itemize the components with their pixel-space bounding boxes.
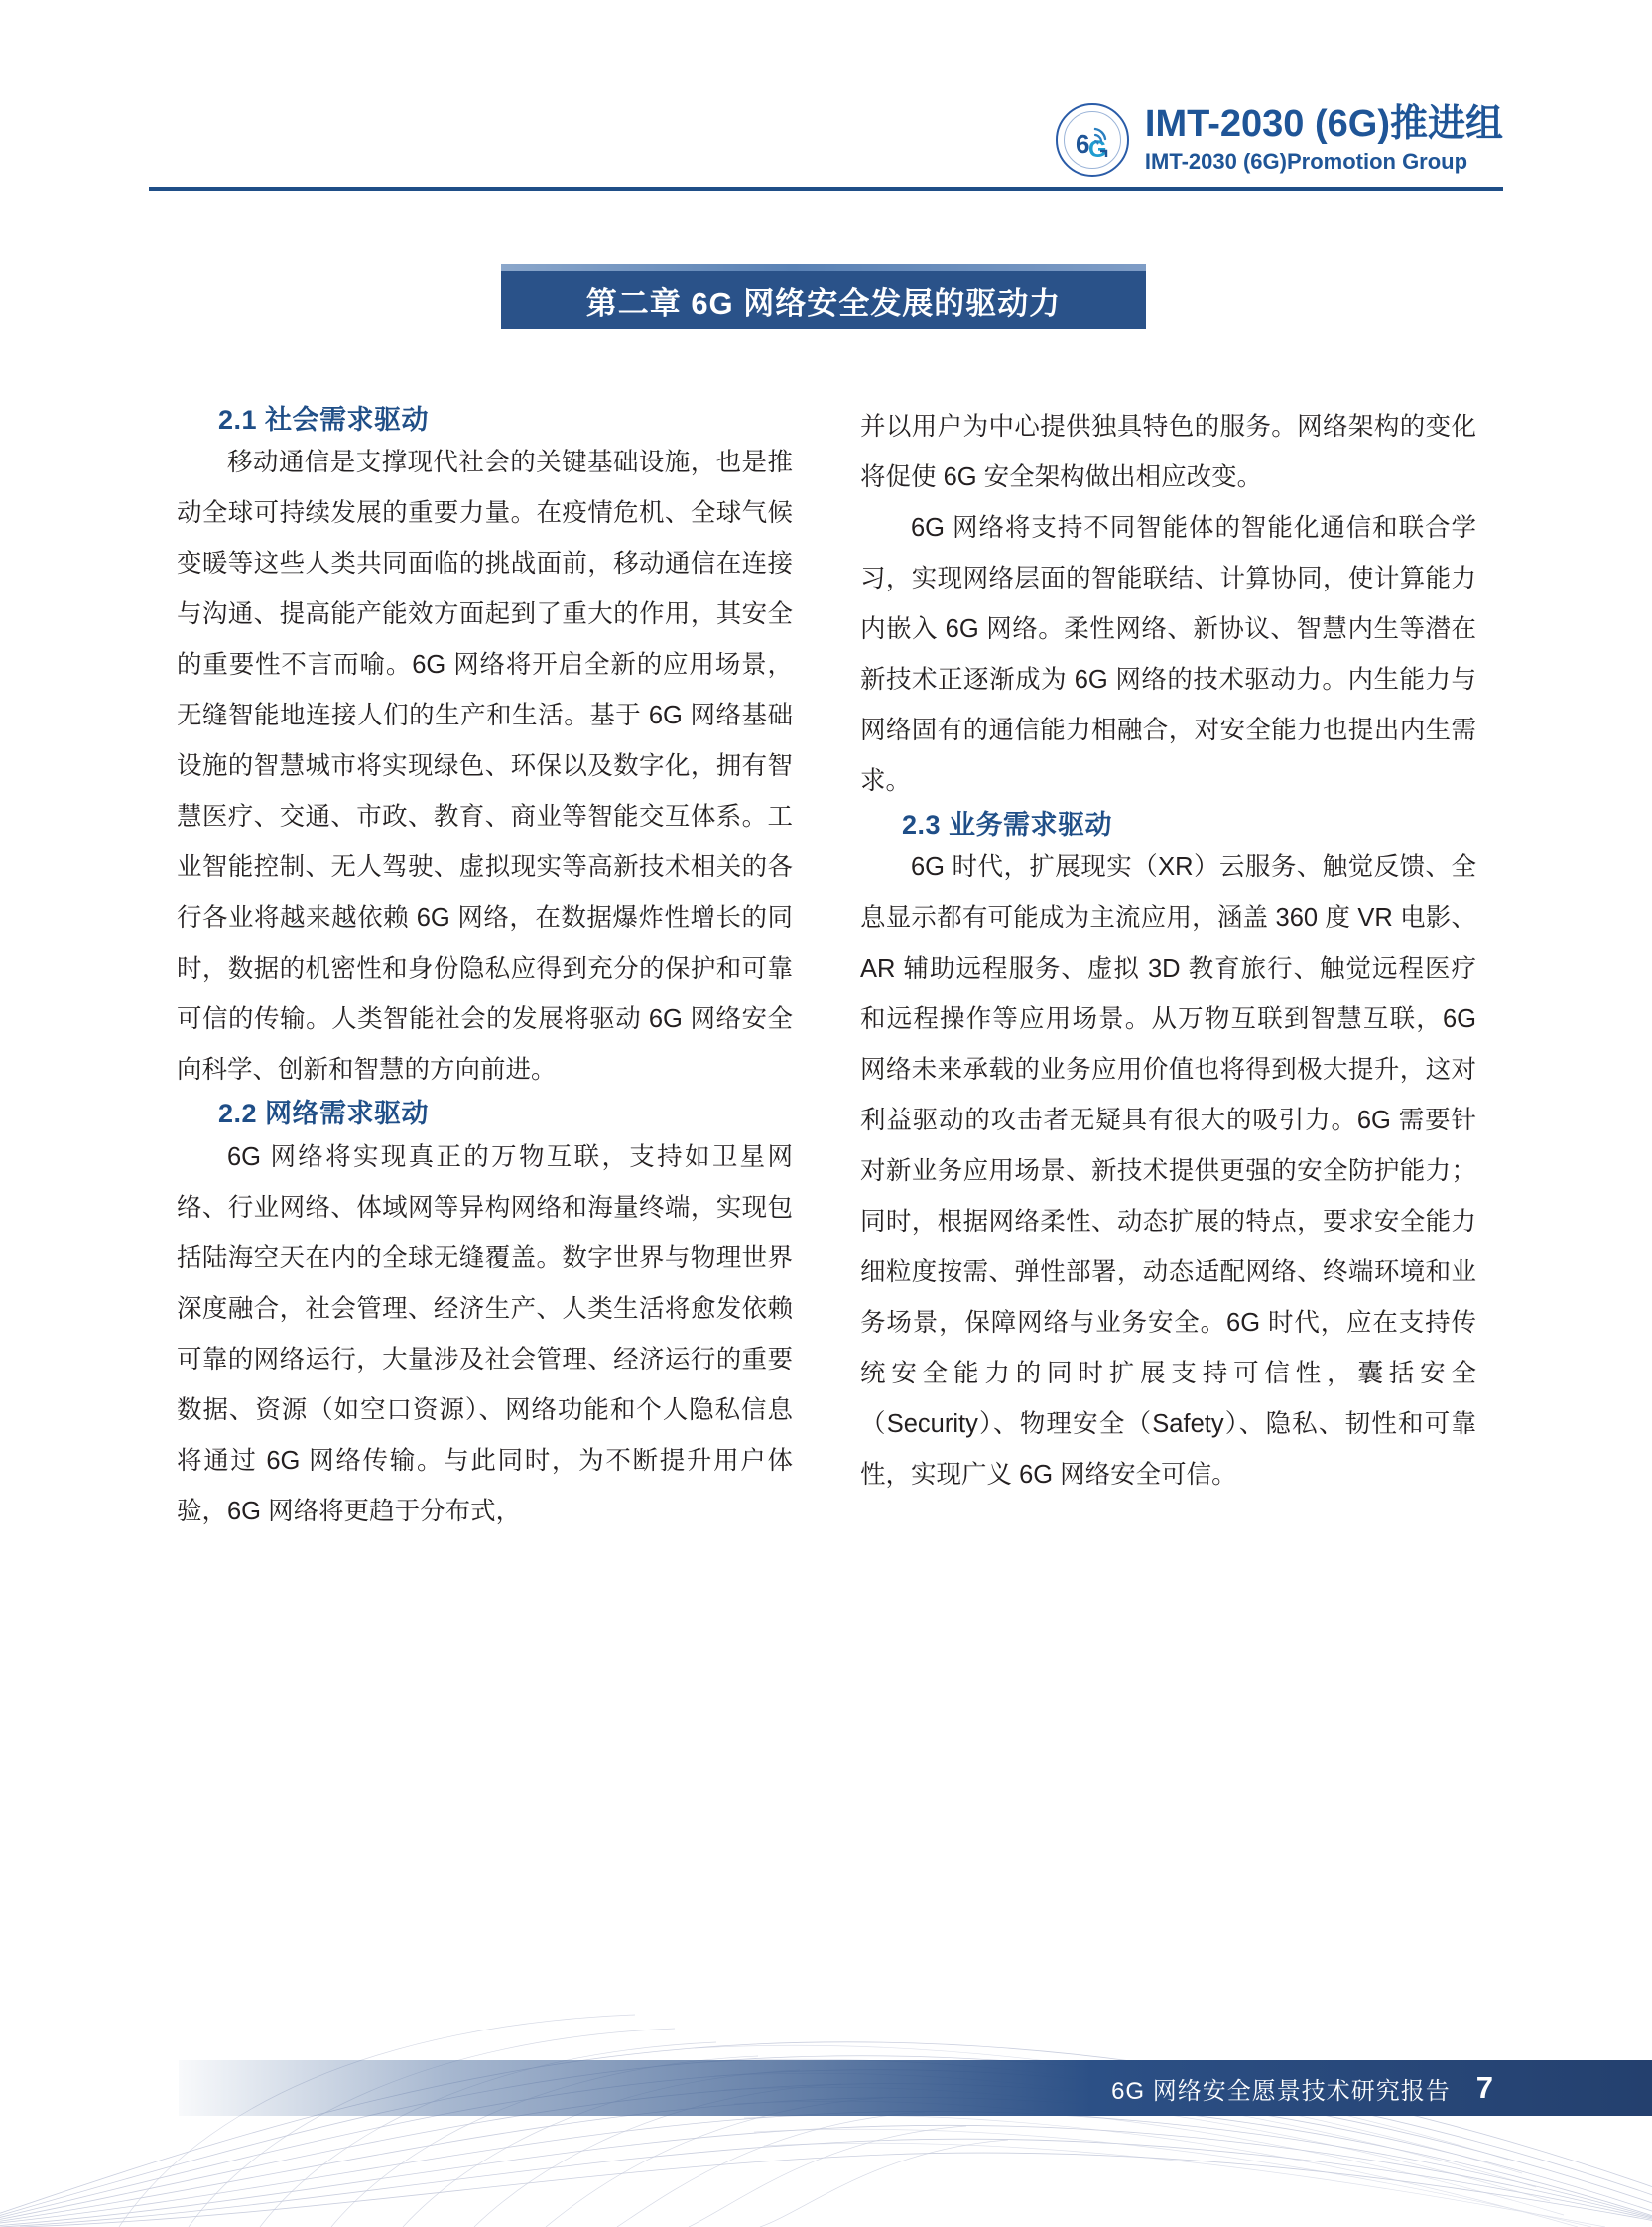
- footer-decoration: [0, 1810, 1652, 2227]
- page-header: [149, 95, 1503, 191]
- body-columns: [177, 402, 1476, 1537]
- logo-glyph-icon: [1056, 103, 1129, 177]
- chapter-banner: [501, 264, 1146, 329]
- logo-subtitle: IMT-2030 (6G)Promotion Group: [1144, 148, 1468, 174]
- paragraph-2-2-1: 6G 网络将实现真正的万物互联，支持如卫星网络、行业网络、体域网等异构网络和海量终端，实现包括陆海空天在内的全球无缝覆盖。数字世界与物理世界深度融合，社会管理、经济生产、人类生活将愈发依赖可靠的网络运行，大量涉及社会管理、经济运行的重要数据、资源（如空口资源）、网络功能和个人隐私信息将通过 6G 网络传输。与此同时，为不断提升用户体验，6G 网络将更趋于分布式，: [177, 1142, 793, 1525]
- 6g-promotion-group-logo-icon: [1056, 103, 1129, 177]
- logo-text-block: [1145, 104, 1503, 177]
- section-heading-2-2: 2.2 网络需求驱动: [218, 1099, 430, 1129]
- paragraph-2-1-1: 移动通信是支撑现代社会的关键基础设施，也是推动全球可持续发展的重要力量。在疫情危机、全球气候变暖等这些人类共同面临的挑战面前，移动通信在连接与沟通、提高能产能效方面起到了重大的作用，其安全的重要性不言而喻。6G 网络将开启全新的应用场景，无缝智能地连接人们的生产和生活。基于 6G 网络基础设施的智慧城市将实现绿色、环保以及数字化，拥有智慧医疗、交通、市政、教育、商业等智能交互体系。工业智能控制、无人驾驶、虚拟现实等高新技术相关的各行各业将越来越依赖 6G 网络，在数据爆炸性增长的同时，数据的机密性和身份隐私应得到充分的保护和可靠可信的传输。人类智能社会的发展将驱动 6G 网络安全向科学、创新和智慧的方向前进。: [177, 449, 793, 1085]
- svg-text:6: 6: [1075, 129, 1090, 159]
- section-heading-2-1: 2.1 社会需求驱动: [218, 405, 430, 435]
- footer-title: 6G 网络安全愿景技术研究报告: [1111, 2077, 1451, 2105]
- paragraph-2-2-2: 6G 网络将支持不同智能体的智能化通信和联合学习，实现网络层面的智能联结、计算协同，使计算能力内嵌入 6G 网络。柔性网络、新协议、智慧内生等潜在新技术正逐渐成为 6G 网络的技术驱动力。内生能力与网络固有的通信能力相融合，对安全能力也提出内生需求。: [860, 514, 1476, 795]
- footer-wave-pattern-icon: [0, 1810, 1652, 2227]
- header-logo-block: [149, 95, 1503, 177]
- svg-text:G: G: [1087, 136, 1107, 163]
- chapter-banner-accent-strip: [501, 264, 1146, 271]
- footer-page-number: 7: [1475, 2070, 1493, 2105]
- paragraph-2-2-1-continued: 并以用户为中心提供独具特色的服务。网络架构的变化将促使 6G 安全架构做出相应改变。: [860, 413, 1476, 491]
- header-divider: [149, 187, 1503, 191]
- paragraph-2-3-1: 6G 时代，扩展现实（XR）云服务、触觉反馈、全息显示都有可能成为主流应用，涵盖 360 度 VR 电影、AR 辅助远程服务、虚拟 3D 教育旅行、触觉远程医疗和远程操作等应用场景。从万物互联到智慧互联，6G 网络未来承载的业务应用价值也将得到极大提升，这对利益驱动的攻击者无疑具有很大的吸引力。6G 需要针对新业务应用场景、新技术提供更强的安全防护能力；同时，根据网络柔性、动态扩展的特点，要求安全能力细粒度按需、弹性部署，动态适配网络、终端环境和业务场景，保障网络与业务安全。6G 时代，应在支持传统安全能力的同时扩展支持可信性，囊括安全（Security）、物理安全（Safety）、隐私、韧性和可靠性，实现广义 6G 网络安全可信。: [860, 853, 1476, 1490]
- footer-bar: [179, 2060, 1652, 2116]
- right-column: [860, 402, 1476, 1537]
- chapter-title: 第二章 6G 网络安全发展的驱动力: [585, 286, 1062, 321]
- left-column: [177, 402, 793, 1537]
- chapter-banner-body: [501, 271, 1146, 329]
- section-heading-2-3: 2.3 业务需求驱动: [902, 810, 1113, 840]
- logo-title: IMT-2030 (6G)推进组: [1144, 103, 1503, 146]
